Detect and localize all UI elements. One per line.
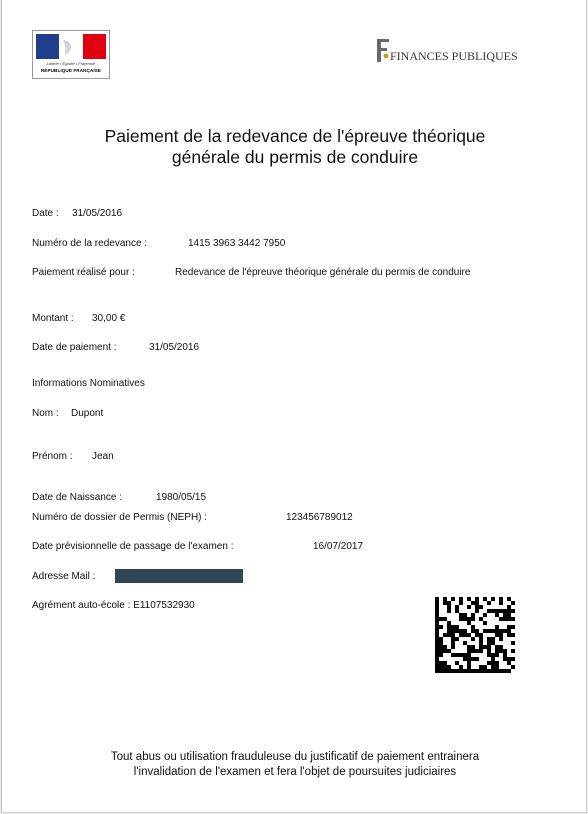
naissance-label: Date de Naissance : [32,492,123,503]
paiement-pour-label: Paiement réalisé pour : [32,267,135,278]
montant-row [32,313,126,324]
examen-label: Date prévisionnelle de passage de l'examen : [32,541,234,552]
montant-label: Montant : [32,313,74,324]
agrement-value: E1107532930 [133,600,195,611]
nom-value: Dupont [71,408,104,419]
date-paiement-row [32,342,200,353]
neph-value: 123456789012 [286,512,353,523]
neph-row [32,512,353,523]
nom-row [32,408,104,419]
montant-value: 30,00 € [92,313,126,324]
paiement-pour-value: Redevance de l'épreuve théorique générale du permis de conduire [175,267,471,278]
title-line-2: générale du permis de conduire [171,147,419,167]
redacted-email-bar [115,569,243,583]
naissance-row [32,492,207,503]
examen-row [32,541,364,552]
prenom-label: Prénom : [32,451,73,462]
rf-motto: Liberté • Égalité • Fraternité [46,61,96,66]
finances-publiques-logo [374,36,534,66]
legal-footer [42,750,548,780]
mail-row [32,571,95,582]
footer-line-2: l'invalidation de l'examen et fera l'objet de poursuites judiciaires [133,766,457,778]
infos-nominatives-heading: Informations Nominatives [32,378,145,389]
date-value: 31/05/2016 [72,208,123,219]
date-paiement-value: 31/05/2016 [149,342,200,353]
republique-francaise-logo [32,30,110,79]
page-title [42,126,548,168]
prenom-row [32,451,114,462]
paiement-pour-row [32,267,471,278]
title-line-1: Paiement de la redevance de l'épreuve théorique [104,126,486,146]
neph-label: Numéro de dossier de Permis (NEPH) : [32,512,208,523]
footer-line-1: Tout abus ou utilisation frauduleuse du justificatif de paiement entrainera [110,751,480,763]
redevance-value: 1415 3963 3442 7950 [188,238,286,249]
document-page [1,0,587,813]
finances-publiques-text: FINANCES PUBLIQUES [390,49,518,63]
french-flag-marianne-icon [36,34,106,59]
prenom-value: Jean [92,451,114,462]
mail-label: Adresse Mail : [32,571,96,582]
examen-value: 16/07/2017 [313,541,364,552]
redevance-label: Numéro de la redevance : [32,238,148,249]
rf-name: RÉPUBLIQUE FRANÇAISE [40,68,102,73]
date-label: Date : [32,208,59,219]
agrement-label: Agrément auto-école : [32,600,131,611]
naissance-value: 1980/05/15 [156,492,207,503]
datamatrix-code-icon [435,597,515,673]
agrement-row [32,600,195,611]
redevance-row [32,238,286,249]
date-paiement-label: Date de paiement : [32,342,117,353]
nom-label: Nom : [32,408,59,419]
date-row [32,208,123,219]
